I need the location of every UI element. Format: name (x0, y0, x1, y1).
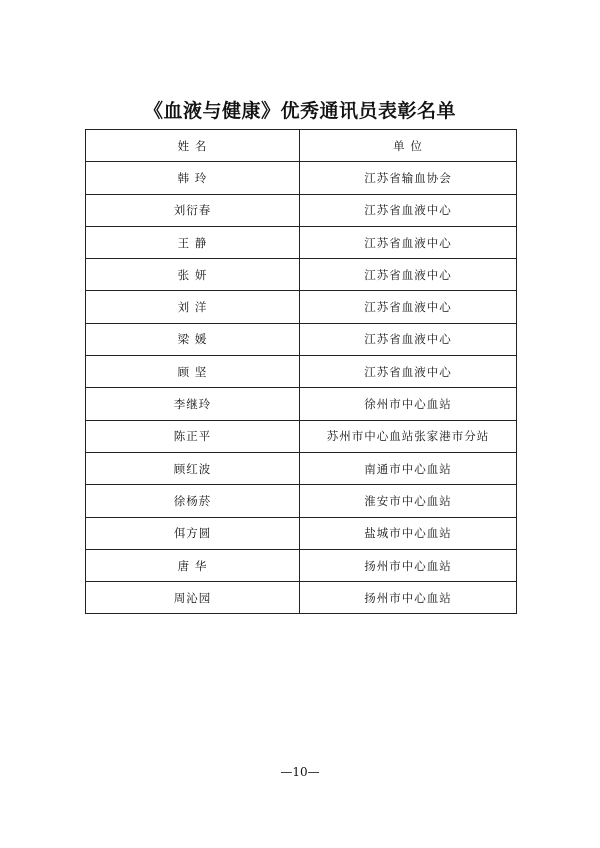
cell-name: 刘衍春 (86, 194, 300, 226)
cell-unit: 江苏省血液中心 (300, 194, 517, 226)
cell-unit: 盐城市中心血站 (300, 517, 517, 549)
cell-name: 韩 玲 (86, 162, 300, 194)
cell-unit: 江苏省血液中心 (300, 356, 517, 388)
cell-name: 周沁园 (86, 582, 300, 614)
cell-unit: 江苏省血液中心 (300, 259, 517, 291)
page-number: —10— (280, 765, 320, 779)
table-row (86, 582, 517, 614)
cell-name: 唐 华 (86, 549, 300, 581)
cell-name: 陈正平 (86, 420, 300, 452)
cell-name: 佴方圆 (86, 517, 300, 549)
cell-unit: 江苏省血液中心 (300, 226, 517, 258)
cell-unit: 江苏省血液中心 (300, 323, 517, 355)
cell-unit: 扬州市中心血站 (300, 582, 517, 614)
table-row (86, 549, 517, 581)
honor-list-table (85, 129, 517, 614)
table-row (86, 356, 517, 388)
cell-name: 徐杨菸 (86, 485, 300, 517)
cell-name: 顾 坚 (86, 356, 300, 388)
cell-unit: 扬州市中心血站 (300, 549, 517, 581)
table-row (86, 485, 517, 517)
table-row (86, 517, 517, 549)
table-header-row (86, 130, 517, 162)
table-row (86, 388, 517, 420)
cell-name: 梁 媛 (86, 323, 300, 355)
cell-unit: 南通市中心血站 (300, 452, 517, 484)
cell-name: 李继玲 (86, 388, 300, 420)
cell-unit: 江苏省血液中心 (300, 291, 517, 323)
table-row (86, 194, 517, 226)
cell-unit: 徐州市中心血站 (300, 388, 517, 420)
cell-name: 王 静 (86, 226, 300, 258)
table-row (86, 162, 517, 194)
cell-name: 顾红波 (86, 452, 300, 484)
header-name: 姓 名 (86, 130, 300, 162)
table-row (86, 259, 517, 291)
cell-unit: 江苏省输血协会 (300, 162, 517, 194)
cell-unit: 淮安市中心血站 (300, 485, 517, 517)
table-row (86, 452, 517, 484)
cell-name: 刘 洋 (86, 291, 300, 323)
header-unit: 单 位 (300, 130, 517, 162)
table-row (86, 291, 517, 323)
page-title: 《血液与健康》优秀通讯员表彰名单 (143, 100, 456, 122)
table-row (86, 226, 517, 258)
table-row (86, 420, 517, 452)
cell-unit: 苏州市中心血站张家港市分站 (300, 420, 517, 452)
table-row (86, 323, 517, 355)
cell-name: 张 妍 (86, 259, 300, 291)
